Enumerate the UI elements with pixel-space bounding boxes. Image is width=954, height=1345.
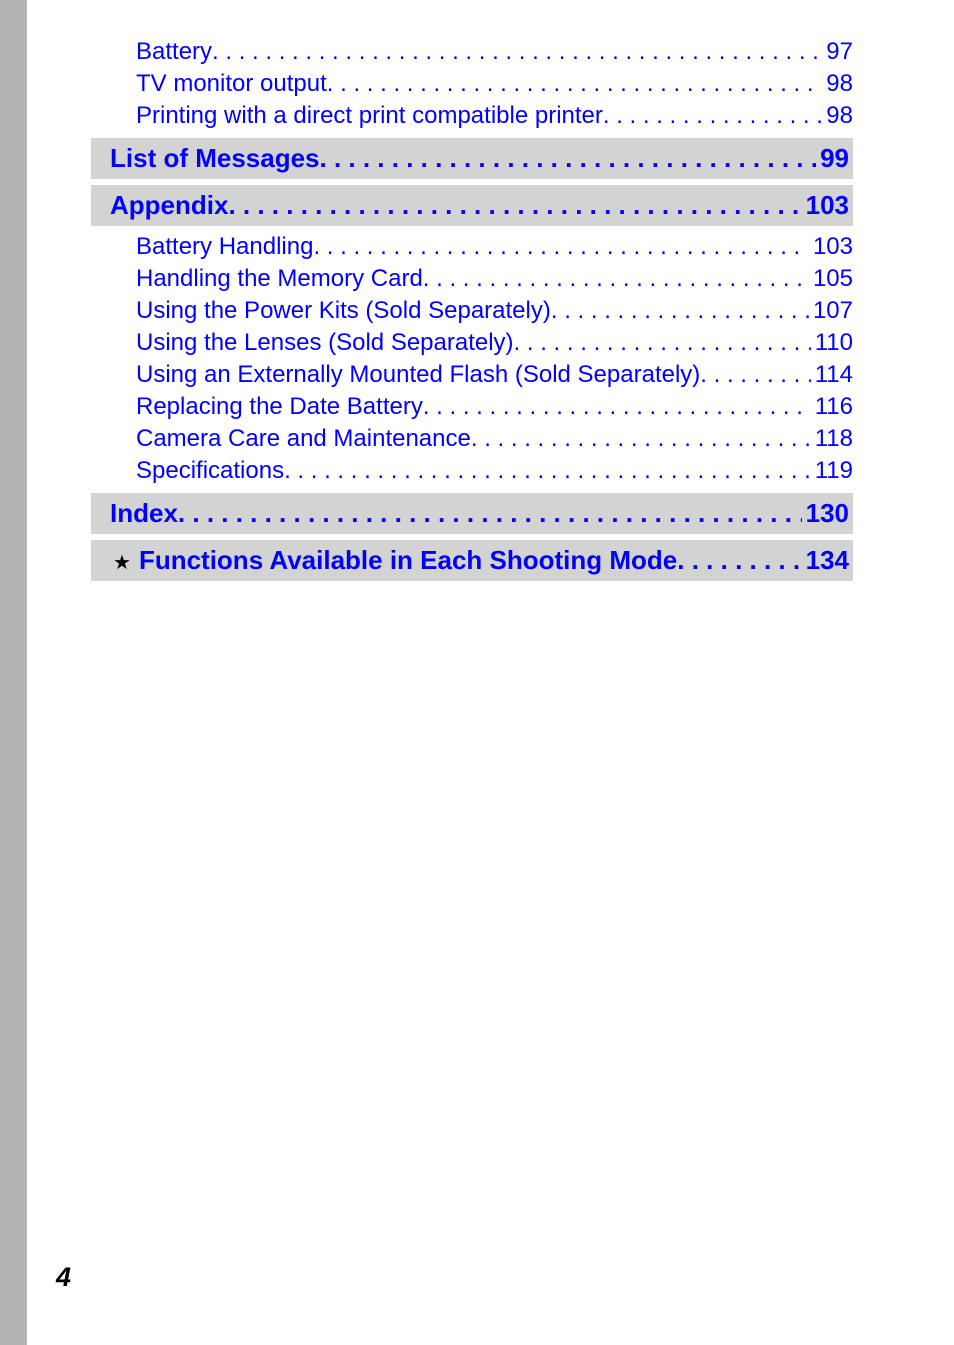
toc-entry-title: Camera Care and Maintenance bbox=[136, 425, 471, 452]
dot-leader bbox=[284, 455, 811, 487]
toc-entry-memory-card[interactable] bbox=[91, 263, 853, 295]
toc-entry-page: 116 bbox=[814, 393, 853, 420]
toc-entry-page: 114 bbox=[814, 361, 853, 388]
toc-entry-page: 97 bbox=[826, 38, 853, 65]
toc-entry-page: 98 bbox=[826, 70, 853, 97]
page-number: 4 bbox=[56, 1262, 72, 1292]
toc-entry-page: 105 bbox=[812, 265, 853, 292]
toc-entry-battery[interactable] bbox=[91, 36, 853, 68]
toc-heading-title: List of Messages bbox=[110, 143, 320, 173]
toc-heading-functions[interactable] bbox=[91, 540, 853, 581]
toc-entry-page: 98 bbox=[826, 102, 853, 129]
star-icon: ★ bbox=[113, 552, 131, 574]
toc-entry-date-battery[interactable] bbox=[91, 391, 853, 423]
toc-entry-page: 107 bbox=[812, 297, 853, 324]
toc-heading-page: 103 bbox=[805, 190, 849, 220]
toc-entry-tv-monitor-output[interactable] bbox=[91, 68, 853, 100]
toc-entry-power-kits[interactable] bbox=[91, 295, 853, 327]
toc-entry-specifications[interactable] bbox=[91, 455, 853, 487]
toc-entry-page: 119 bbox=[814, 457, 853, 484]
dot-leader bbox=[423, 391, 811, 423]
dot-leader bbox=[212, 36, 822, 68]
toc-heading-page: 130 bbox=[805, 498, 849, 528]
toc-entry-title: Using the Lenses (Sold Separately) bbox=[136, 329, 514, 356]
toc-entry-title: Battery Handling bbox=[136, 233, 314, 260]
toc-heading-title: Appendix bbox=[110, 190, 229, 220]
toc-heading-index[interactable] bbox=[91, 493, 853, 534]
dot-leader bbox=[320, 138, 817, 179]
toc-entry-title: TV monitor output bbox=[136, 70, 327, 97]
toc-entry-title: Handling the Memory Card bbox=[136, 265, 423, 292]
dot-leader bbox=[603, 100, 822, 132]
toc-entry-page: 110 bbox=[814, 329, 853, 356]
dot-leader bbox=[551, 295, 809, 327]
side-margin-bar bbox=[0, 0, 27, 1345]
toc-entry-direct-print[interactable] bbox=[91, 100, 853, 132]
toc-entry-external-flash[interactable] bbox=[91, 359, 853, 391]
toc-heading-title: Functions Available in Each Shooting Mode bbox=[138, 545, 678, 575]
toc-entry-page: 118 bbox=[814, 425, 853, 452]
toc-entry-lenses[interactable] bbox=[91, 327, 853, 359]
toc-entry-title: Specifications bbox=[136, 457, 285, 484]
toc-entry-title: Using the Power Kits (Sold Separately) bbox=[136, 297, 551, 324]
toc-entry-page: 103 bbox=[812, 233, 853, 260]
toc-entry-title: Printing with a direct print compatible printer bbox=[136, 102, 603, 129]
toc-entry-battery-handling[interactable] bbox=[91, 231, 853, 263]
toc-entry-title: Replacing the Date Battery bbox=[136, 393, 423, 420]
dot-leader bbox=[471, 423, 811, 455]
toc-entry-camera-care[interactable] bbox=[91, 423, 853, 455]
toc-heading-appendix[interactable] bbox=[91, 185, 853, 226]
toc-entry-title: Using an Externally Mounted Flash (Sold Separately) bbox=[136, 361, 701, 388]
table-of-contents bbox=[91, 36, 853, 581]
toc-entry-title: Battery bbox=[136, 38, 213, 65]
dot-leader bbox=[327, 68, 823, 100]
toc-heading-list-of-messages[interactable] bbox=[91, 138, 853, 179]
dot-leader bbox=[423, 263, 809, 295]
dot-leader bbox=[313, 231, 809, 263]
toc-heading-page: 134 bbox=[805, 545, 849, 575]
dot-leader bbox=[178, 493, 802, 534]
dot-leader bbox=[228, 185, 801, 226]
toc-heading-title: Index bbox=[110, 498, 178, 528]
dot-leader bbox=[514, 327, 811, 359]
dot-leader bbox=[677, 540, 801, 581]
toc-heading-page: 99 bbox=[820, 143, 849, 173]
dot-leader bbox=[700, 359, 810, 391]
